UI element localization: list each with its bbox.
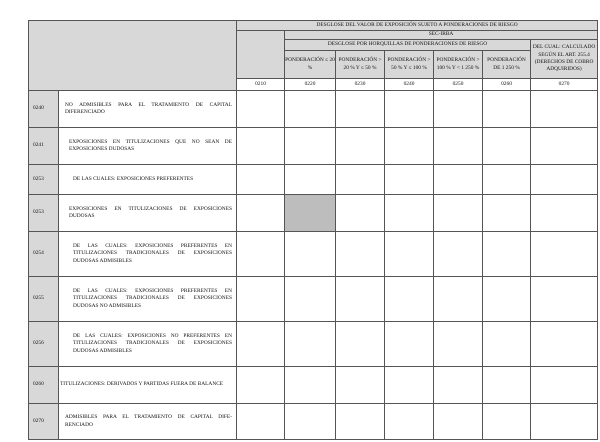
header-col-4: PONDERACIÓN > 100 % Y < 1 250 % (434, 51, 483, 79)
data-cell[interactable] (483, 367, 531, 404)
data-cell[interactable] (434, 322, 483, 367)
data-cell[interactable] (483, 91, 531, 128)
row-label: DE LAS CUALES: EXPOSICIONES PREFERENTES EN TITULIZACIONES TRADICIONALES DE EXPOSICIONES DUDOSAS ADMISIBLES (59, 232, 237, 277)
data-cell[interactable] (285, 367, 336, 404)
row-label: DE LAS CUALES: EXPOSICIONES PREFERENTES (59, 165, 237, 195)
data-cell[interactable] (336, 322, 385, 367)
data-cell[interactable] (237, 404, 285, 440)
data-cell[interactable] (336, 165, 385, 195)
data-cell[interactable] (483, 232, 531, 277)
column-code: 0260 (483, 79, 531, 91)
data-cell[interactable] (531, 277, 598, 322)
data-cell[interactable] (385, 165, 434, 195)
data-cell[interactable] (336, 232, 385, 277)
header-col-3: PONDERACIÓN > 50 % Y ≤ 100 % (385, 51, 434, 79)
column-code: 0220 (285, 79, 336, 91)
data-cell[interactable] (385, 128, 434, 165)
row-label: TITULIZACIONES: DERIVADOS Y PARTIDAS FUERA DE BALANCE (59, 367, 237, 404)
data-cell[interactable] (237, 277, 285, 322)
table-row (29, 404, 598, 440)
data-cell[interactable] (237, 165, 285, 195)
column-code: 0240 (385, 79, 434, 91)
data-cell[interactable] (385, 367, 434, 404)
data-cell[interactable] (531, 404, 598, 440)
table-row (29, 91, 598, 128)
data-cell[interactable] (434, 91, 483, 128)
data-cell[interactable] (483, 277, 531, 322)
data-cell[interactable] (531, 367, 598, 404)
data-cell[interactable] (285, 404, 336, 440)
data-cell[interactable] (336, 404, 385, 440)
data-cell[interactable] (385, 91, 434, 128)
data-cell[interactable] (237, 232, 285, 277)
column-code: 0210 (237, 79, 285, 91)
data-cell[interactable] (531, 91, 598, 128)
data-cell[interactable] (285, 128, 336, 165)
data-cell[interactable] (285, 91, 336, 128)
row-label: EXPOSICIONES EN TITULIZACIONES QUE NO SEAN DE EXPOSICIONES DUDOSAS (59, 128, 237, 165)
data-cell[interactable] (483, 195, 531, 232)
data-cell[interactable] (531, 128, 598, 165)
data-cell[interactable] (285, 322, 336, 367)
data-cell[interactable] (285, 277, 336, 322)
table-row (29, 195, 598, 232)
row-code: 0270 (29, 404, 59, 440)
data-cell[interactable] (385, 195, 434, 232)
data-cell[interactable] (336, 91, 385, 128)
row-label: EXPOSICIONES EN TITULIZACIONES DE EXPOSICIONES DUDOSAS (59, 195, 237, 232)
row-code: 0256 (29, 322, 59, 367)
header-main: DESGLOSE DEL VALOR DE EXPOSICIÓN SUJETO A PONDERACIONES DE RIESGO (237, 21, 598, 31)
column-code: 0230 (336, 79, 385, 91)
header-sub: SEC-IRBA (285, 31, 598, 40)
data-cell[interactable] (385, 404, 434, 440)
row-code: 0253 (29, 195, 59, 232)
data-cell[interactable] (531, 195, 598, 232)
table-row (29, 165, 598, 195)
row-code: 0260 (29, 367, 59, 404)
exposure-breakdown-table (28, 20, 598, 440)
data-cell[interactable] (434, 232, 483, 277)
row-code: 0255 (29, 277, 59, 322)
data-cell[interactable] (385, 232, 434, 277)
data-cell[interactable] (336, 367, 385, 404)
data-cell[interactable] (434, 404, 483, 440)
header-col-5: PONDERACIÓN DE 1 250 % (483, 51, 531, 79)
data-cell[interactable] (336, 195, 385, 232)
data-cell[interactable] (434, 128, 483, 165)
row-code: 0241 (29, 128, 59, 165)
data-cell[interactable] (237, 91, 285, 128)
row-code: 0254 (29, 232, 59, 277)
data-cell[interactable] (531, 165, 598, 195)
data-cell[interactable] (483, 128, 531, 165)
data-cell[interactable] (237, 322, 285, 367)
data-cell[interactable] (237, 195, 285, 232)
table-row (29, 367, 598, 404)
data-cell[interactable] (237, 128, 285, 165)
data-cell[interactable] (483, 404, 531, 440)
header-gap (237, 31, 285, 79)
table-row (29, 128, 598, 165)
table-row (29, 232, 598, 277)
data-cell[interactable] (434, 165, 483, 195)
row-code: 0240 (29, 91, 59, 128)
column-code: 0250 (434, 79, 483, 91)
data-cell[interactable] (385, 322, 434, 367)
header-of-which: DEL CUAL: CALCULADO SEGÚN EL ART. 255.4 (DERECHOS DE COBRO ADQUIRIDOS) (531, 40, 598, 79)
data-cell[interactable] (483, 322, 531, 367)
row-label: DE LAS CUALES: EXPOSICIONES PREFERENTES EN TITULIZACIONES TRADICIONALES DE EXPOSICIONES DUDOSAS NO ADMISIBLES (59, 277, 237, 322)
data-cell[interactable] (531, 322, 598, 367)
column-code: 0270 (531, 79, 598, 91)
header-bands: DESGLOSE POR HORQUILLAS DE PONDERACIONES DE RIESGO (285, 40, 531, 51)
row-label: ADMISIBLES PARA EL TRATAMIENTO DE CAPITAL DIFERENCIADO (59, 404, 237, 440)
row-label: DE LAS CUALES: EXPOSICIONES NO PREFERENTES EN TITULIZACIONES TRADICIONALES DE EXPOSICIONES DUDOSAS ADMISIBLES (59, 322, 237, 367)
data-cell[interactable] (434, 367, 483, 404)
row-code: 0253 (29, 165, 59, 195)
data-cell[interactable] (385, 277, 434, 322)
data-cell[interactable] (336, 277, 385, 322)
header-col-1: PONDERACIÓN ≤ 20 % (285, 51, 336, 79)
table-row (29, 322, 598, 367)
row-label: NO ADMISIBLES PARA EL TRATAMIENTO DE CAPITAL DIFERENCIADO (59, 91, 237, 128)
data-cell[interactable] (434, 195, 483, 232)
data-cell[interactable] (434, 277, 483, 322)
data-cell[interactable] (285, 232, 336, 277)
data-cell[interactable] (483, 165, 531, 195)
data-cell[interactable] (285, 165, 336, 195)
header-corner (29, 21, 237, 91)
data-cell[interactable] (336, 128, 385, 165)
shaded-cell (285, 195, 336, 232)
header-col-2: PONDERACIÓN > 20 % Y ≤ 50 % (336, 51, 385, 79)
data-cell[interactable] (237, 367, 285, 404)
data-cell[interactable] (531, 232, 598, 277)
table-row (29, 277, 598, 322)
